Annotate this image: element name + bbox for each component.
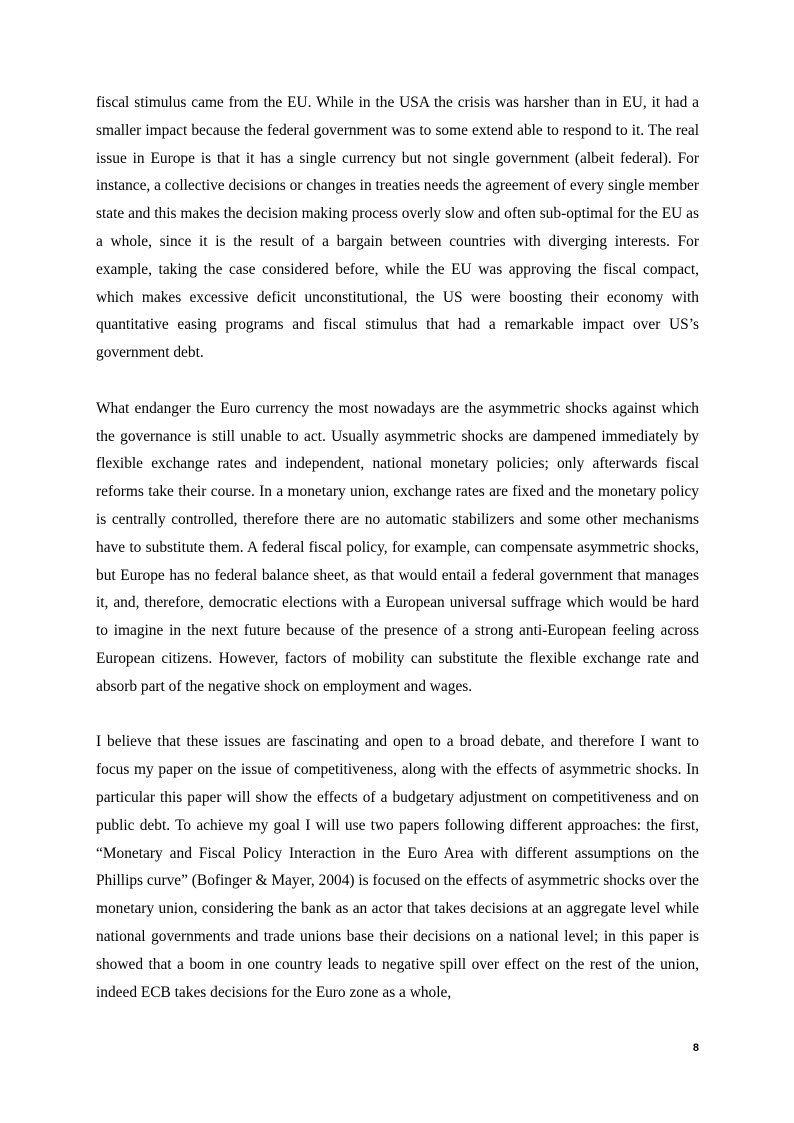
body-text (96, 89, 699, 1034)
paragraph-2: What endanger the Euro currency the most nowadays are the asymmetric shocks against which the governance is still unable to act. Usually asymmetric shocks are dampened immediately by flexible exchange rates and independent, national monetary policies; only afterwards fiscal reforms take their course. In a monetary union, exchange rates are fixed and the monetary policy is centrally controlled, therefore there are no automatic stabilizers and some other mechanisms have to substitute them. A federal fiscal policy, for example, can compensate asymmetric shocks, but Europe has no federal balance sheet, as that would entail a federal government that manages it, and, therefore, democratic elections with a European universal suffrage which would be hard to imagine in the next future because of the presence of a strong anti-European feeling across European citizens. However, factors of mobility can substitute the flexible exchange rate and absorb part of the negative shock on employment and wages. (96, 399, 699, 695)
paragraph-3: I believe that these issues are fascinating and open to a broad debate, and therefore I want to focus my paper on the issue of competitiveness, along with the effects of asymmetric shocks. In particular this paper will show the effects of a budgetary adjustment on competitiveness and on public debt. To achieve my goal I will use two papers following different approaches: the first, “Monetary and Fiscal Policy Interaction in the Euro Area with different assumptions on the Phillips curve” (Bofinger & Mayer, 2004) is focused on the effects of asymmetric shocks over the monetary union, considering the bank as an actor that takes decisions at an aggregate level while national governments and trade unions base their decisions on a national level; in this paper is showed that a boom in one country leads to negative spill over effect on the rest of the union, indeed ECB takes decisions for the Euro zone as a whole, (96, 733, 699, 1001)
paragraph-1: fiscal stimulus came from the EU. While in the USA the crisis was harsher than in EU, it had a smaller impact because the federal government was to some extend able to respond to it. The real issue in Europe is that it has a single currency but not single government (albeit federal). For instance, a collective decisions or changes in treaties needs the agreement of every single member state and this makes the decision making process overly slow and often sub-optimal for the EU as a whole, since it is the result of a bargain between countries with diverging interests. For example, taking the case considered before, while the EU was approving the fiscal compact, which makes excessive deficit unconstitutional, the US were boosting their economy with quantitative easing programs and fiscal stimulus that had a remarkable impact over US’s government debt. (96, 94, 699, 362)
page-number: 8 (692, 1042, 699, 1054)
